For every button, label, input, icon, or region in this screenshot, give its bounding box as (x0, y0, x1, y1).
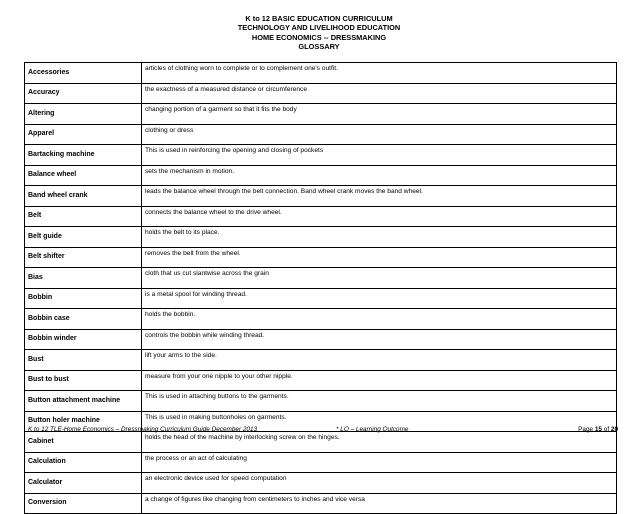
glossary-term: Accuracy (25, 83, 142, 104)
glossary-row (25, 391, 617, 412)
glossary-term: Bobbin (25, 288, 142, 309)
footer-page-number (578, 426, 618, 433)
glossary-definition: holds the bobbin. (142, 309, 617, 330)
glossary-term: Bias (25, 268, 142, 289)
glossary-definition: sets the mechanism in motion. (142, 165, 617, 186)
glossary-row (25, 63, 617, 84)
glossary-term: Altering (25, 104, 142, 125)
glossary-term: Belt guide (25, 227, 142, 248)
glossary-term: Bobbin case (25, 309, 142, 330)
glossary-term: Button holer machine (25, 411, 142, 432)
glossary-row (25, 288, 617, 309)
glossary-term: Button attachment machine (25, 391, 142, 412)
glossary-term: Bust (25, 350, 142, 371)
glossary-row (25, 83, 617, 104)
glossary-term: Belt shifter (25, 247, 142, 268)
glossary-term: Conversion (25, 493, 142, 514)
glossary-row (25, 247, 617, 268)
glossary-row (25, 145, 617, 166)
glossary-definition: a change of figures like changing from centimeters to inches and vice versa (142, 493, 617, 514)
glossary-row (25, 165, 617, 186)
header-curriculum-title: K to 12 BASIC EDUCATION CURRICULUM (245, 14, 393, 23)
glossary-row (25, 473, 617, 494)
glossary-term: Accessories (25, 63, 142, 84)
header-course-title: HOME ECONOMICS -- DRESSMAKING (251, 32, 387, 42)
glossary-term: Band wheel crank (25, 186, 142, 207)
glossary-definition: is a metal spool for winding thread. (142, 288, 617, 309)
document-header (0, 14, 638, 52)
glossary-definition: articles of clothing worn to complete or to complement one's outfit. (142, 63, 617, 84)
glossary-term: Cabinet (25, 432, 142, 453)
footer-lo-note: * LO – Learning Outcome (336, 426, 409, 433)
glossary-term: Bobbin winder (25, 329, 142, 350)
glossary-definition: the process or an act of calculating (142, 452, 617, 473)
glossary-definition: leads the balance wheel through the belt connection. Band wheel crank moves the band wheel. (142, 186, 617, 207)
glossary-row (25, 104, 617, 125)
glossary-row (25, 329, 617, 350)
footer-page-total: 20 (610, 426, 618, 433)
glossary-row (25, 309, 617, 330)
glossary-definition: the exactness of a measured distance or circumference (142, 83, 617, 104)
glossary-definition: This is used in reinforcing the opening and closing of pockets (142, 145, 617, 166)
glossary-definition: holds the head of the machine by interlocking screw on the hinges. (142, 432, 617, 453)
glossary-term: Calculation (25, 452, 142, 473)
footer-page-of: of (603, 426, 610, 433)
glossary-definition: an electronic device used for speed computation (142, 473, 617, 494)
glossary-row (25, 452, 617, 473)
glossary-term: Calculator (25, 473, 142, 494)
glossary-definition: measure from your one nipple to your other nipple. (142, 370, 617, 391)
page-footer (28, 426, 618, 436)
glossary-definition: removes the belt from the wheel. (142, 247, 617, 268)
glossary-definition: This is used in attaching buttons to the garments. (142, 391, 617, 412)
glossary-definition: connects the balance wheel to the drive wheel. (142, 206, 617, 227)
glossary-definition: changing portion of a garment so that it fits the body (142, 104, 617, 125)
header-subject-title: TECHNOLOGY AND LIVELIHOOD EDUCATION (237, 23, 401, 33)
glossary-definition: clothing or dress (142, 124, 617, 145)
footer-guide-title: K to 12 TLE-Home Economics – Dressmaking Curriculum Guide December 2013 (28, 426, 258, 433)
glossary-term: Bartacking machine (25, 145, 142, 166)
glossary-row (25, 370, 617, 391)
glossary-row (25, 186, 617, 207)
glossary-row (25, 124, 617, 145)
glossary-table-body (25, 63, 617, 514)
glossary-term: Apparel (25, 124, 142, 145)
glossary-definition: This is used in making buttonholes on garments. (142, 411, 617, 432)
glossary-definition: holds the belt to its place. (142, 227, 617, 248)
glossary-term: Belt (25, 206, 142, 227)
footer-page-prefix: Page (578, 426, 594, 433)
glossary-row (25, 206, 617, 227)
glossary-row (25, 268, 617, 289)
header-section-title: GLOSSARY (298, 42, 340, 52)
glossary-definition: lift your arms to the side. (142, 350, 617, 371)
glossary-definition: cloth that us cut slantwise across the grain (142, 268, 617, 289)
glossary-term: Balance wheel (25, 165, 142, 186)
glossary-table (24, 62, 617, 514)
glossary-definition: controls the bobbin while winding thread. (142, 329, 617, 350)
glossary-term: Bust to bust (25, 370, 142, 391)
glossary-row (25, 493, 617, 514)
glossary-row (25, 227, 617, 248)
footer-page-current: 15 (594, 426, 602, 433)
glossary-row (25, 350, 617, 371)
